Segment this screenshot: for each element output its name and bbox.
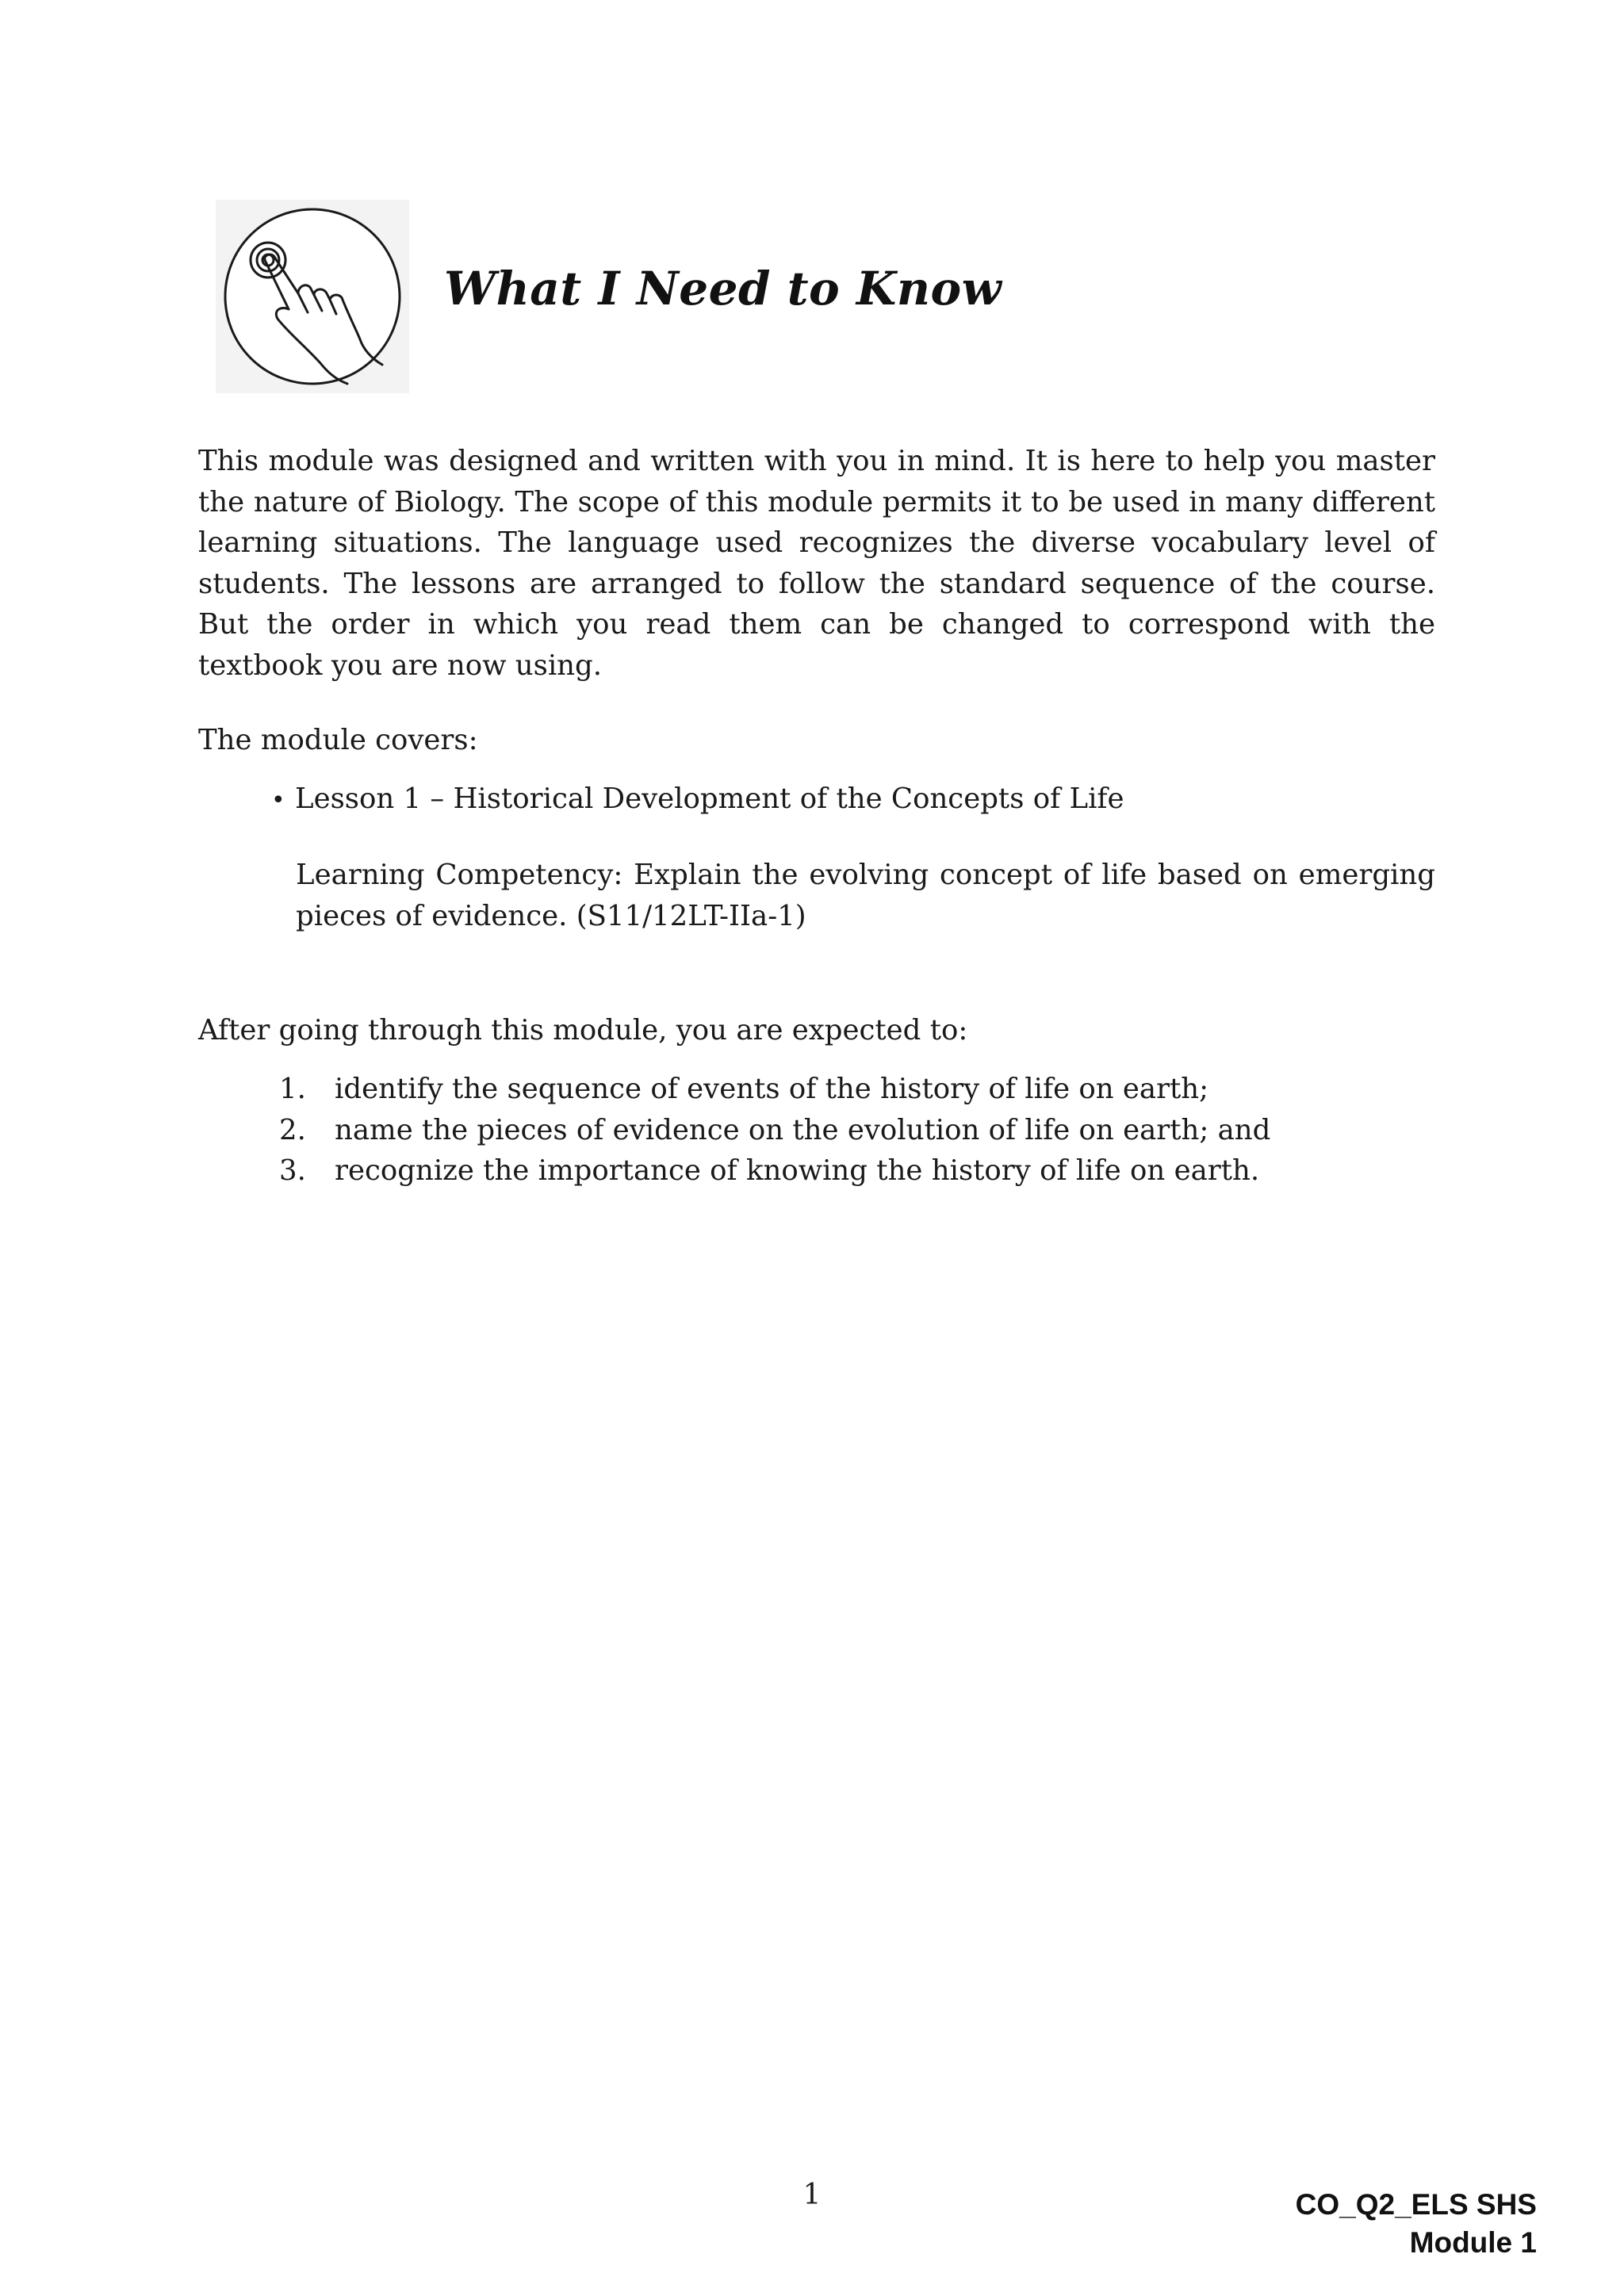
bullet-icon: •	[271, 786, 285, 814]
touch-hand-icon	[216, 200, 409, 393]
list-number: 3.	[279, 1154, 306, 1187]
intro-line: textbook you are now using.	[198, 649, 603, 682]
intro-line: learning situations. The language used recognizes the diverse vocabulary level of	[198, 526, 1435, 559]
learning-competency	[296, 855, 1435, 936]
list-number: 2.	[279, 1113, 306, 1146]
intro-line: the nature of Biology. The scope of this module permits it to be used in many different	[198, 485, 1435, 519]
list-text: recognize the importance of knowing the history of life on earth.	[335, 1154, 1260, 1187]
list-text: name the pieces of evidence on the evolution of life on earth; and	[335, 1113, 1271, 1146]
page-number: 1	[802, 2179, 822, 2211]
competency-line: pieces of evidence. (S11/12LT-IIa-1)	[296, 899, 806, 932]
section-title: What I Need to Know	[444, 262, 1002, 316]
competency-line: Learning Competency: Explain the evolving concept of life based on emerging	[296, 859, 1435, 891]
intro-paragraph	[198, 441, 1435, 686]
module-code-line: Module 1	[1409, 2226, 1537, 2259]
lesson-title: Lesson 1 – Historical Development of the Concepts of Life	[295, 783, 1124, 815]
intro-line: But the order in which you read them can be changed to correspond with the	[198, 608, 1435, 641]
lesson-item	[271, 779, 1124, 821]
intro-line: students. The lessons are arranged to follow the standard sequence of the course.	[198, 567, 1435, 600]
list-item	[279, 1110, 1270, 1151]
module-code-line: CO_Q2_ELS SHS	[1295, 2188, 1537, 2221]
list-text: identify the sequence of events of the history of life on earth;	[335, 1073, 1209, 1105]
list-item	[279, 1150, 1270, 1192]
objectives-label: After going through this module, you are expected to:	[198, 1014, 968, 1047]
objectives-list	[279, 1069, 1270, 1192]
list-number: 1.	[279, 1073, 306, 1105]
list-item	[279, 1069, 1270, 1110]
intro-line: This module was designed and written with you in mind. It is here to help you master	[198, 445, 1435, 477]
module-code	[1296, 2186, 1537, 2262]
covers-label: The module covers:	[198, 724, 478, 756]
